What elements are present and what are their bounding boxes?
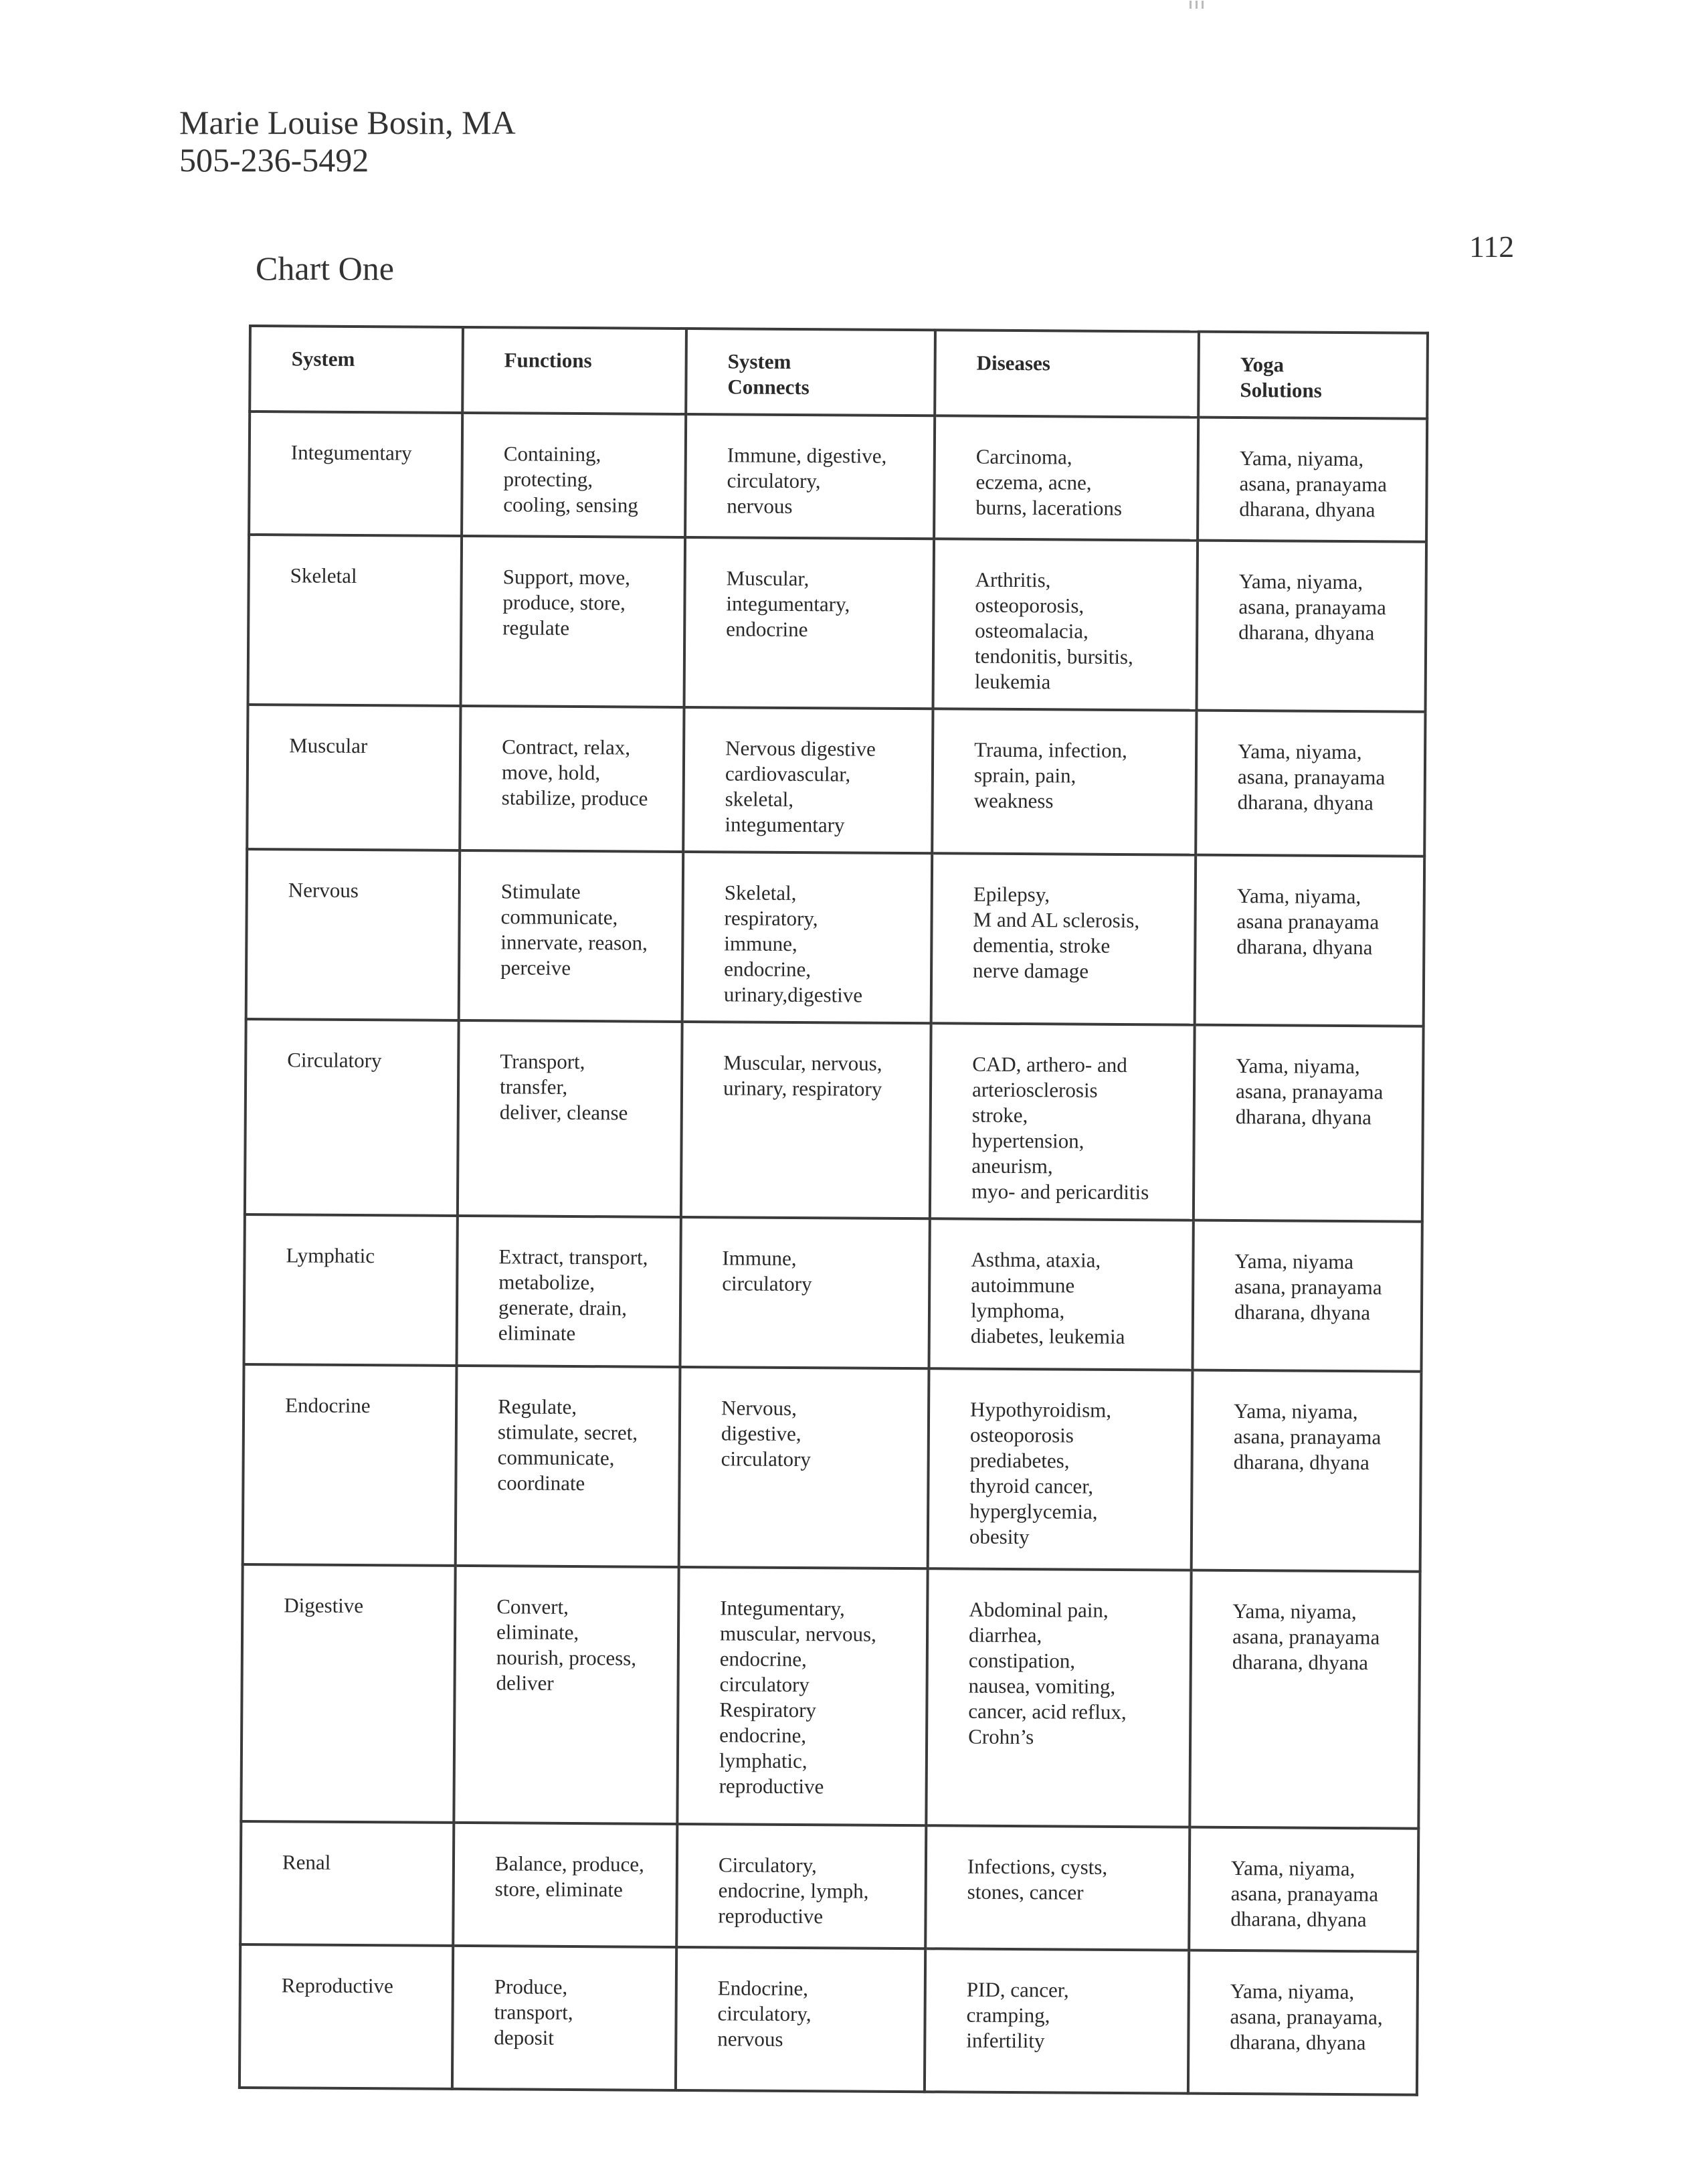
system-connects-cell: Muscular, nervous, urinary, respiratory — [681, 1022, 931, 1218]
yoga-solutions-cell: Yama, niyama, asana, pranayama dharana, dhyana — [1196, 711, 1425, 856]
functions-cell: Transport, transfer, deliver, cleanse — [458, 1020, 682, 1217]
system-connects-cell: Nervous, digestive, circulatory — [679, 1367, 929, 1568]
system-connects-cell: Endocrine, circulatory, nervous — [676, 1947, 925, 2092]
column-header-diseases: Diseases — [935, 330, 1199, 417]
system-connects-cell: Circulatory, endocrine, lymph, reproductive — [676, 1824, 926, 1948]
diseases-cell: Arthritis, osteoporosis, osteomalacia, tendonitis, bursitis, leukemia — [933, 539, 1198, 710]
column-header-functions: Functions — [462, 327, 686, 414]
functions-cell: Convert, eliminate, nourish, process, deliver — [454, 1566, 678, 1824]
systems-table — [238, 325, 1429, 2096]
system-cell: Endocrine — [243, 1364, 457, 1566]
author-phone: 505-236-5492 — [179, 141, 369, 179]
system-cell: Skeletal — [248, 535, 462, 706]
system-connects-cell: Immune, digestive, circulatory, nervous — [685, 414, 935, 539]
system-cell: Reproductive — [240, 1944, 453, 2089]
system-connects-cell: Integumentary, muscular, nervous, endocrine, circulatory Respiratory endocrine, lymphatic, reproductive — [677, 1567, 927, 1825]
system-cell: Muscular — [247, 705, 460, 850]
functions-cell: Extract, transport, metabolize, generate, drain, eliminate — [457, 1216, 681, 1367]
functions-cell: Regulate, stimulate, secret, communicate, coordinate — [456, 1366, 680, 1567]
table-header-row — [250, 326, 1428, 419]
system-connects-cell: Muscular, integumentary, endocrine — [684, 537, 935, 709]
yoga-solutions-cell: Yama, niyama, asana pranayama dharana, dhyana — [1195, 855, 1425, 1026]
diseases-cell: PID, cancer, cramping, infertility — [925, 1948, 1189, 2093]
diseases-cell: Abdominal pain, diarrhea, constipation, nausea, vomiting, cancer, acid reflux, Crohn’s — [926, 1568, 1191, 1827]
yoga-solutions-cell: Yama, niyama, asana, pranayama dharana, dhyana — [1198, 418, 1427, 542]
diseases-cell: Asthma, ataxia, autoimmune lymphoma, diabetes, leukemia — [929, 1218, 1193, 1370]
system-cell: Integumentary — [249, 412, 462, 536]
system-cell: Circulatory — [245, 1019, 459, 1216]
author-name: Marie Louise Bosin, MA — [179, 104, 516, 141]
yoga-solutions-cell: Yama, niyama, asana, pranayama dharana, dhyana — [1189, 1827, 1418, 1952]
diseases-cell: Hypothyroidism, osteoporosis prediabetes, thyroid cancer, hyperglycemia, obesity — [928, 1368, 1193, 1570]
diseases-cell: Infections, cysts, stones, cancer — [925, 1825, 1190, 1950]
table-row — [241, 1564, 1420, 1829]
table-row — [240, 1821, 1418, 1952]
yoga-solutions-cell: Yama, niyama, asana, pranayama dharana, dhyana — [1190, 1570, 1420, 1829]
system-cell: Lymphatic — [244, 1214, 458, 1366]
table-row — [240, 1944, 1418, 2095]
column-header-system: System — [250, 326, 463, 413]
diseases-cell: CAD, arthero- and arteriosclerosis stroke, hypertension, aneurism, myo- and pericarditis — [930, 1023, 1195, 1220]
diseases-cell: Epilepsy, M and AL sclerosis, dementia, stroke nerve damage — [931, 853, 1196, 1024]
table-row — [246, 849, 1425, 1026]
diseases-cell: Trauma, infection, sprain, pain, weakness — [932, 709, 1196, 854]
diseases-cell: Carcinoma, eczema, acne, burns, lacerations — [934, 416, 1198, 540]
yoga-solutions-cell: Yama, niyama, asana, pranayama dharana, dhyana — [1194, 1025, 1424, 1222]
scan-artifact — [1190, 0, 1216, 8]
yoga-solutions-cell: Yama, niyama, asana, pranayama, dharana, dhyana — [1188, 1950, 1418, 2095]
system-connects-cell: Skeletal, respiratory, immune, endocrine, urinary,digestive — [682, 852, 933, 1023]
yoga-solutions-cell: Yama, niyama asana, pranayama dharana, dhyana — [1192, 1220, 1422, 1372]
system-connects-cell: Nervous digestive cardiovascular, skeletal, integumentary — [683, 707, 933, 853]
system-cell: Nervous — [246, 849, 460, 1020]
table-row — [244, 1214, 1422, 1372]
table-row — [243, 1364, 1422, 1572]
functions-cell: Stimulate communicate, innervate, reason, perceive — [459, 850, 684, 1022]
yoga-solutions-cell: Yama, niyama, asana, pranayama dharana, dhyana — [1192, 1370, 1422, 1572]
functions-cell: Contract, relax, move, hold, stabilize, produce — [460, 706, 684, 852]
table-row — [247, 705, 1425, 856]
functions-cell: Produce, transport, deposit — [452, 1946, 676, 2090]
page-number: 112 — [1469, 230, 1515, 264]
table-row — [245, 1019, 1424, 1222]
column-header-yoga-solutions: Yoga Solutions — [1198, 332, 1428, 419]
column-header-system-connects: System Connects — [686, 329, 935, 416]
author-block — [179, 104, 516, 179]
system-cell: Digestive — [241, 1564, 455, 1823]
chart-title: Chart One — [256, 250, 394, 287]
functions-cell: Balance, produce, store, eliminate — [453, 1823, 677, 1947]
yoga-solutions-cell: Yama, niyama, asana, pranayama dharana, dhyana — [1197, 541, 1427, 712]
system-cell: Renal — [240, 1821, 454, 1946]
functions-cell: Containing, protecting, cooling, sensing — [462, 413, 686, 537]
functions-cell: Support, move, produce, store, regulate — [461, 536, 686, 707]
table-row — [248, 535, 1427, 712]
table-row — [249, 412, 1427, 542]
system-connects-cell: Immune, circulatory — [680, 1217, 929, 1368]
